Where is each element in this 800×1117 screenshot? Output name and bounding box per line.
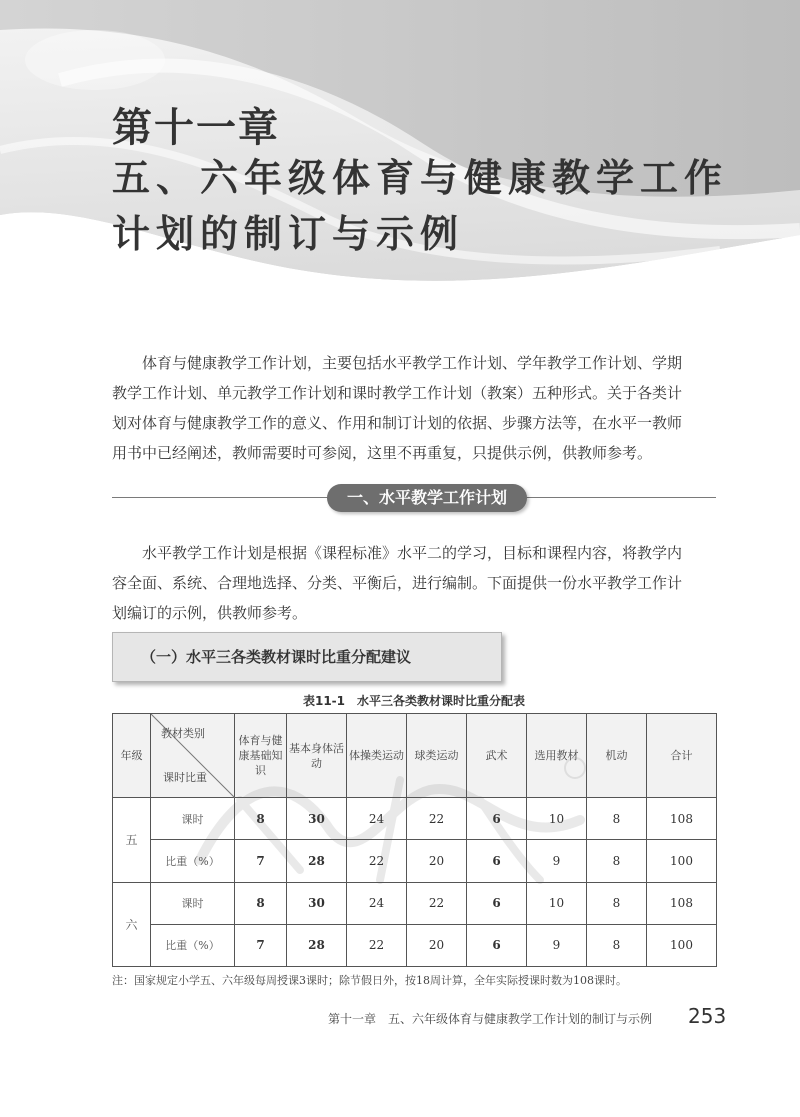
value-cell: 22 xyxy=(407,798,467,840)
grade-cell: 五 xyxy=(113,798,151,883)
header-diag-top: 教材类别 xyxy=(161,727,205,740)
header-col: 体操类运动 xyxy=(347,714,407,798)
table-row xyxy=(113,840,717,882)
header-col: 体育与健康基础知识 xyxy=(235,714,287,798)
subsection-heading-box xyxy=(112,632,502,682)
running-head: 第十一章 五、六年级体育与健康教学工作计划的制订与示例 xyxy=(328,1012,653,1026)
value-cell: 24 xyxy=(347,798,407,840)
chapter-title: 五、六年级体育与健康教学工作计划的制订与示例 xyxy=(112,155,729,256)
value-cell: 7 xyxy=(235,840,287,882)
value-cell: 8 xyxy=(235,882,287,924)
value-cell: 108 xyxy=(647,882,717,924)
subsection-heading: （一）水平三各类教材课时比重分配建议 xyxy=(141,648,412,666)
value-cell: 6 xyxy=(467,798,527,840)
value-cell: 100 xyxy=(647,840,717,882)
value-cell: 22 xyxy=(407,882,467,924)
value-cell: 30 xyxy=(287,798,347,840)
chapter-label: 第十一章 xyxy=(112,104,280,151)
header-col: 合计 xyxy=(647,714,717,798)
value-cell: 8 xyxy=(587,840,647,882)
value-cell: 28 xyxy=(287,924,347,966)
value-cell: 8 xyxy=(587,924,647,966)
value-cell: 6 xyxy=(467,840,527,882)
value-cell: 100 xyxy=(647,924,717,966)
table-row xyxy=(113,882,717,924)
value-cell: 24 xyxy=(347,882,407,924)
value-cell: 9 xyxy=(527,924,587,966)
row-type-cell: 比重（%） xyxy=(151,840,235,882)
value-cell: 6 xyxy=(467,882,527,924)
value-cell: 20 xyxy=(407,840,467,882)
value-cell: 8 xyxy=(587,882,647,924)
value-cell: 30 xyxy=(287,882,347,924)
table-row xyxy=(113,924,717,966)
row-type-cell: 课时 xyxy=(151,798,235,840)
header-diag-bottom: 课时比重 xyxy=(163,771,207,784)
value-cell: 22 xyxy=(347,924,407,966)
value-cell: 10 xyxy=(527,882,587,924)
header-col: 机动 xyxy=(587,714,647,798)
value-cell: 8 xyxy=(235,798,287,840)
value-cell: 108 xyxy=(647,798,717,840)
intro-paragraph: 体育与健康教学工作计划，主要包括水平教学工作计划、学年教学工作计划、学期教学工作计划、单元教学工作计划和课时教学工作计划（教案）五种形式。关于各类计划对体育与健康教学工作的意义、作用和制订计划的依据、步骤方法等，在水平一教师用书中已经阐述，教师需要时可参阅，这里不再重复，只提供示例，供教师参考。 xyxy=(112,354,683,462)
header-col: 球类运动 xyxy=(407,714,467,798)
allocation-table xyxy=(112,713,717,967)
value-cell: 22 xyxy=(347,840,407,882)
value-cell: 6 xyxy=(467,924,527,966)
value-cell: 8 xyxy=(587,798,647,840)
value-cell: 9 xyxy=(527,840,587,882)
table-note: 注：国家规定小学五、六年级每周授课3课时；除节假日外，按18周计算，全年实际授课时数为108课时。 xyxy=(112,974,627,987)
grade-cell: 六 xyxy=(113,882,151,967)
value-cell: 7 xyxy=(235,924,287,966)
header-diagonal-cell xyxy=(151,714,235,798)
table-header-row xyxy=(113,714,717,798)
header-col: 基本身体活动 xyxy=(287,714,347,798)
section-paragraph: 水平教学工作计划是根据《课程标准》水平二的学习，目标和课程内容，将教学内容全面、系统、合理地选择、分类、平衡后，进行编制。下面提供一份水平教学工作计划编订的示例，供教师参考。 xyxy=(112,544,683,622)
header-col: 武术 xyxy=(467,714,527,798)
header-grade: 年级 xyxy=(113,714,151,798)
value-cell: 10 xyxy=(527,798,587,840)
table-caption: 表11-1 水平三各类教材课时比重分配表 xyxy=(302,694,526,708)
value-cell: 20 xyxy=(407,924,467,966)
header-col: 选用教材 xyxy=(527,714,587,798)
table-row xyxy=(113,798,717,840)
value-cell: 28 xyxy=(287,840,347,882)
section-heading: 一、水平教学工作计划 xyxy=(327,484,527,512)
row-type-cell: 比重（%） xyxy=(151,924,235,966)
row-type-cell: 课时 xyxy=(151,882,235,924)
page-number: 253 xyxy=(688,1004,727,1028)
